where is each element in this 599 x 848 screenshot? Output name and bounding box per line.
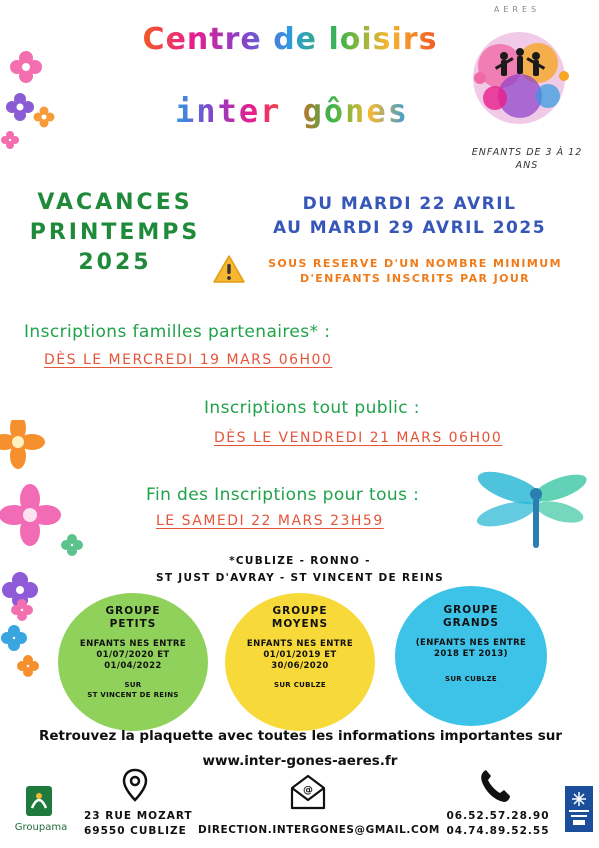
group-petits-desc1: ENFANTS NES ENTRE <box>79 639 187 649</box>
svg-text:@: @ <box>303 785 313 796</box>
title-centre-de-loisirs <box>120 22 460 57</box>
group-grands-place <box>445 674 497 684</box>
inscriptions-partenaires-label: Inscriptions familles partenaires* : <box>24 322 331 342</box>
ages-label: ENFANTS DE 3 À 12 ANS <box>471 147 583 171</box>
inscriptions-partenaires-date: DÈS LE MERCREDI 19 MARS 06H00 <box>44 352 333 368</box>
logo-label: AERES <box>493 5 541 14</box>
communes-line2: ST JUST D'AVRAY - ST VINCENT DE REINS <box>156 572 444 584</box>
group-moyens-title1: GROUPE <box>272 605 328 617</box>
group-grands-title1: GROUPE <box>443 604 499 616</box>
group-moyens-desc1: ENFANTS NES ENTRE <box>246 639 354 649</box>
flower-pink-large <box>0 484 61 546</box>
flower-purple <box>6 93 34 121</box>
title-line2: inter gônes <box>175 92 409 130</box>
inscriptions-fin-date: LE SAMEDI 22 MARS 23H59 <box>156 513 384 529</box>
flower-orange <box>34 107 55 128</box>
dates-line2: AU MARDI 29 AVRIL 2025 <box>272 218 547 238</box>
communes-list <box>130 553 470 587</box>
group-moyens-desc2: 01/01/2019 ET <box>263 650 337 660</box>
group-moyens-circle <box>225 593 375 731</box>
vacances-line2: PRINTEMPS <box>29 220 201 245</box>
dragonfly-illustration <box>472 458 592 554</box>
flowers-decoration-top-left <box>0 45 60 155</box>
inscriptions-fin-label: Fin des Inscriptions pour tous : <box>146 485 420 505</box>
group-moyens-desc <box>247 639 353 672</box>
flower-green <box>61 534 83 556</box>
vacances-line3: 2025 <box>78 250 152 275</box>
website-link[interactable]: www.inter-gones-aeres.fr <box>202 753 398 769</box>
flowers-decoration-bottom-left <box>0 598 50 688</box>
inscriptions-public-date: DÈS LE VENDREDI 21 MARS 06H00 <box>214 430 503 446</box>
title-inter-gones <box>172 92 412 130</box>
group-petits-title2: PETITS <box>109 618 157 630</box>
group-grands-place1: SUR CUBLZE <box>444 675 498 683</box>
envelope-icon <box>288 772 328 812</box>
inscriptions-public-label: Inscriptions tout public : <box>204 398 420 418</box>
group-petits-place2: ST VINCENT DE REINS <box>87 691 179 699</box>
group-moyens-place <box>274 680 326 690</box>
flowers-decoration-mid-left <box>0 420 90 620</box>
phone-line1[interactable]: 06.52.57.28.90 <box>446 810 550 822</box>
groupama-logo <box>26 786 52 816</box>
group-petits-circle <box>58 593 208 731</box>
group-grands-circle <box>395 586 547 726</box>
phone-icon <box>478 768 512 804</box>
group-grands-desc1: (ENFANTS NES ENTRE <box>415 638 527 648</box>
communes-line1: *CUBLIZE - RONNO - <box>229 555 371 567</box>
dates-block <box>232 192 587 240</box>
group-grands-desc <box>416 638 526 660</box>
group-petits-place1: SUR <box>124 681 142 689</box>
address-line1: 23 RUE MOZART <box>84 810 193 822</box>
warning-icon <box>212 254 246 284</box>
group-petits-desc <box>80 639 186 672</box>
phone-block <box>438 809 558 839</box>
groupama-label: Groupama <box>14 822 68 833</box>
group-moyens-title2: MOYENS <box>271 618 329 630</box>
vacances-heading <box>10 188 220 278</box>
aeres-logo <box>460 18 578 138</box>
location-pin-icon <box>122 768 148 802</box>
group-grands-desc2: 2018 ET 2013) <box>434 649 508 659</box>
group-grands-title2: GRANDS <box>443 617 499 629</box>
group-moyens-place1: SUR CUBLZE <box>273 681 327 689</box>
phone-line2[interactable]: 04.74.89.52.55 <box>446 825 550 837</box>
title-line1: Centre de loisirs <box>142 22 438 57</box>
group-moyens-desc3: 30/06/2020 <box>271 661 329 671</box>
group-petits-place <box>87 680 179 700</box>
caf-logo <box>565 786 593 832</box>
dates-line1: DU MARDI 22 AVRIL <box>302 194 517 214</box>
address-block <box>84 809 193 839</box>
vacances-line1: VACANCES <box>37 190 193 215</box>
group-petits-title1: GROUPE <box>105 605 161 617</box>
warning-text <box>255 256 575 286</box>
flower-orange-large <box>0 420 45 469</box>
address-line2: 69550 CUBLIZE <box>84 825 187 837</box>
warning-line1: SOUS RESERVE D'UN NOMBRE MINIMUM <box>268 257 562 270</box>
info-retro: Retrouvez la plaquette avec toutes les informations importantes sur <box>38 728 563 744</box>
warning-line2: D'ENFANTS INSCRITS PAR JOUR <box>299 272 531 285</box>
flower-pink <box>10 51 42 83</box>
email-link[interactable]: DIRECTION.INTERGONES@GMAIL.COM <box>198 824 440 836</box>
group-petits-desc3: 01/04/2022 <box>104 661 162 671</box>
flower-pink-small <box>1 131 19 149</box>
group-petits-desc2: 01/07/2020 ET <box>96 650 170 660</box>
